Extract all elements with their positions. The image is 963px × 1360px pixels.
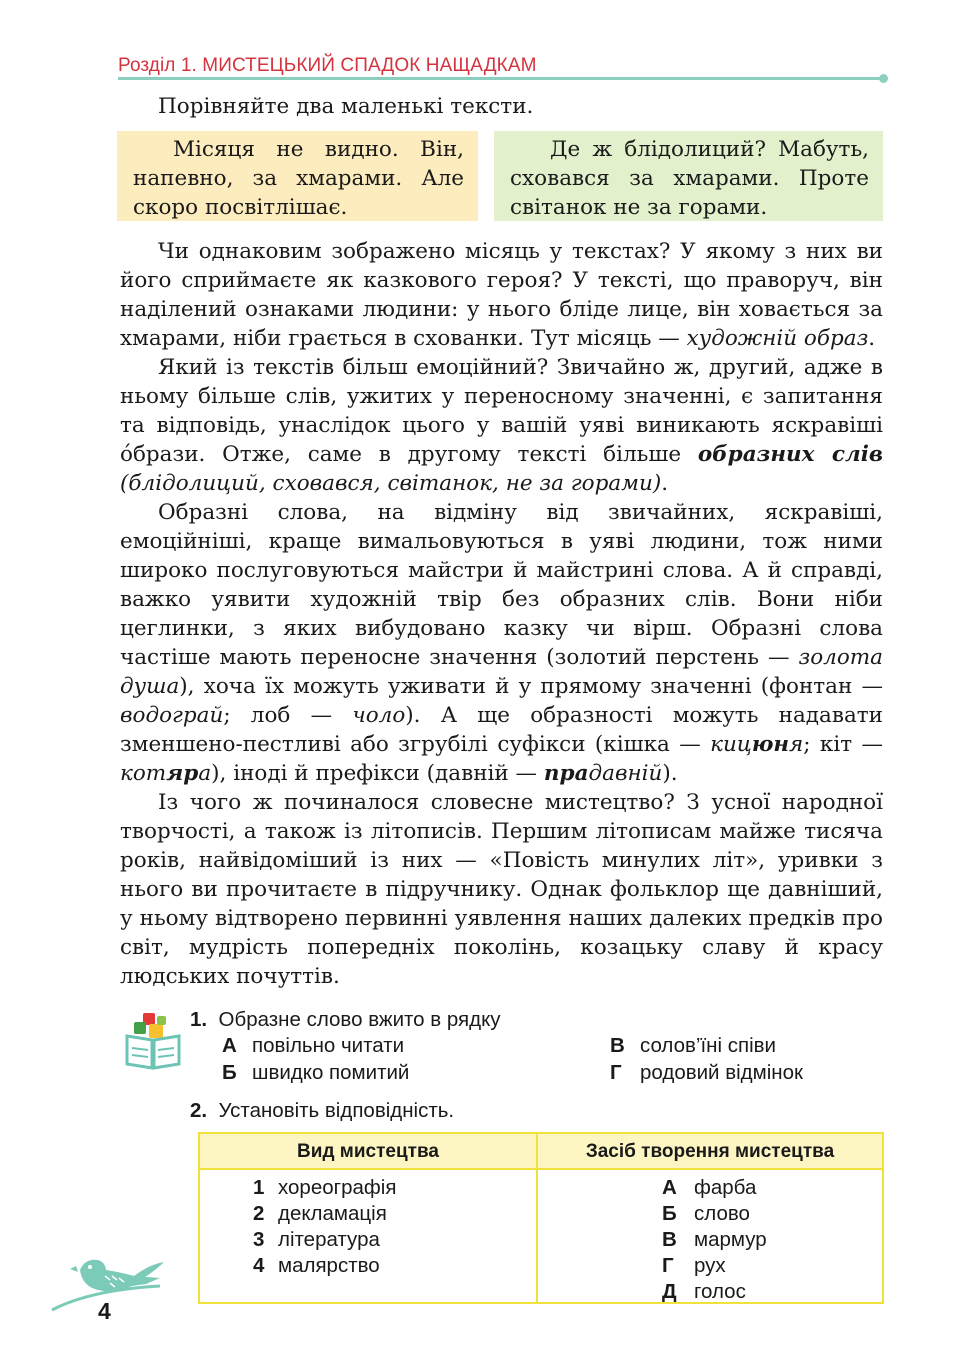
paragraph-2: Який із текстів більш емоційний? Звичайно ж, другий, адже в ньому більше слів, ужитих у переносному значенні, є запитання та відповідь, унаслідок цього у вашій уяві виникають яскравіші о́брази. Отже, саме в другому тексті більше образних слів (блідолиций, сховався, світанок, не за горами). bbox=[120, 355, 883, 496]
right-item-d[interactable]: Г рух bbox=[662, 1254, 726, 1277]
term-figurative-words: образних слів bbox=[697, 442, 883, 467]
paragraph-1: Чи однаковим зображено місяць у текстах? У якому з них ви його сприймаєте як казкового героя? У тексті, що праворуч, він наділений ознаками людини: у нього бліде лице, він ховається за хмарами, ніби грається в схованки. Тут місяць — художній образ. bbox=[120, 239, 883, 351]
intro-text: Порівняйте два маленькі тексти. bbox=[158, 94, 534, 119]
task-1-question: 1. Образне слово вжито в рядку bbox=[190, 1008, 501, 1031]
term-artistic-image: художній образ bbox=[686, 326, 869, 351]
task-1-option-b[interactable]: Б швидко помитий bbox=[222, 1061, 410, 1084]
right-item-a[interactable]: А фарба bbox=[662, 1176, 757, 1199]
column-header-art-means: Засіб творення мистецтва bbox=[585, 1141, 835, 1162]
task-1-option-d[interactable]: Г родовий відмінок bbox=[610, 1061, 803, 1084]
task-2-question: 2. Установіть відповідність. bbox=[190, 1099, 455, 1122]
column-header-art-type: Вид мистецтва bbox=[297, 1141, 439, 1162]
header-rule-dot bbox=[879, 74, 888, 83]
paragraph-3: Образні слова, на відміну від звичайних, яскравіші, емоційніші, краще вимальовуються в уяві людини, тож ними широко послуговуються майстри й майстрині слова. А й справді, важко уявити художній твір без образних слів. Вони ніби цеглинки, з яких вибудовано казку чи вірш. Образні слова частіше мають переносне значення (золотий перстень — золота душа), хоча їх можуть уживати й у прямому значенні (фонтан — водограй; лоб — чоло). А ще образності можуть надавати зменшено-пестливі або згрубілі суфікси (кішка — кицюня; кіт — котяра), іноді й префікси (давній — прадавній). bbox=[120, 500, 884, 786]
page-number: 4 bbox=[98, 1298, 111, 1324]
section-header: Розділ 1. МИСТЕЦЬКИЙ СПАДОК НАЩАДКАМ bbox=[118, 55, 537, 76]
task-1-option-a[interactable]: А повільно читати bbox=[222, 1034, 405, 1057]
body-text bbox=[120, 237, 883, 991]
left-item-1[interactable]: 1 хореографія bbox=[253, 1176, 397, 1199]
text-box-left: Місяця не видно. Він, напевно, за хмарами. Але скоро посвітлішає. bbox=[117, 131, 478, 221]
right-item-b[interactable]: Б слово bbox=[662, 1202, 750, 1225]
task-1-option-c[interactable]: В солов’їні співи bbox=[610, 1034, 776, 1057]
right-item-e[interactable]: Д голос bbox=[662, 1280, 746, 1303]
header-rule bbox=[118, 77, 884, 80]
matching-table bbox=[198, 1132, 884, 1304]
left-item-2[interactable]: 2 декламація bbox=[253, 1202, 387, 1225]
left-item-3[interactable]: 3 література bbox=[253, 1228, 380, 1251]
paragraph-4: Із чого ж починалося словесне мистецтво? З усної народної творчості, а також із літописів. Першим літописам майже тисяча років, найвідоміший із них — «Повість минулих літ», уривки з нього ви прочитаєте в підручнику. Однак фольклор ще давніший, у ньому відтворено первинні уявлення наших далеких предків про світ, мудрість попередніх поколінь, козацьку славу й красу людських почуттів. bbox=[120, 790, 883, 989]
right-item-c[interactable]: В мармур bbox=[662, 1228, 767, 1251]
book-task-icon bbox=[121, 1010, 185, 1070]
text-box-right: Де ж блідолиций? Мабуть, сховався за хмарами. Проте світанок не за горами. bbox=[494, 131, 883, 221]
left-item-4[interactable]: 4 малярство bbox=[253, 1254, 380, 1277]
